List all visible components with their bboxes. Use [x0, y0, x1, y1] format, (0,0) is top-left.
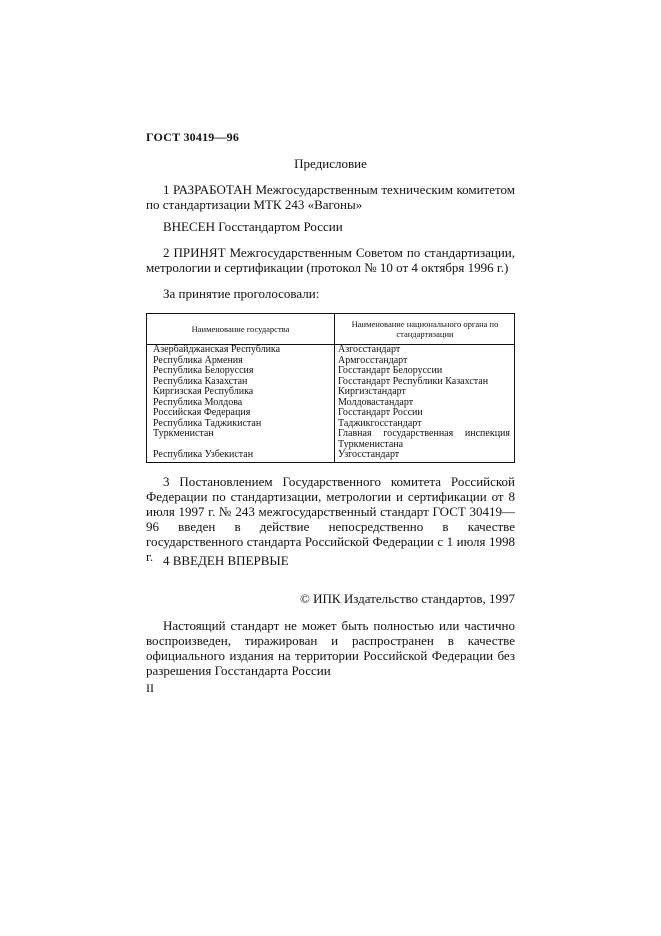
table-cell-body: Госстандарт России	[338, 407, 423, 418]
table-cell-state: Российская Федерация	[153, 407, 251, 418]
table-cell-state: Киргизская Республика	[153, 386, 254, 397]
table-cell-body: Госстандарт Республики Казахстан	[338, 375, 489, 387]
page-number: II	[146, 681, 154, 695]
table-cell-body: Молдовастандарт	[338, 396, 414, 408]
table-cell-state: Республика Армения	[153, 354, 243, 366]
table-cell-body: Госстандарт Белоруссии	[338, 365, 443, 376]
table-row	[147, 408, 514, 419]
table-cell-body: Киргизстандарт	[338, 386, 406, 397]
table-cell-state: Азербайджанская Республика	[153, 344, 281, 355]
table-cell-state: Республика Узбекистан	[153, 449, 254, 460]
table-cell-body: Азгосстандарт	[338, 344, 401, 355]
table-cell-state: Туркменистан	[153, 428, 214, 439]
reproduction-notice: Настоящий стандарт не может быть полностью или частично воспроизведен, тиражирован и распространен в качестве официального издания на территории Российской Федерации без разрешения Госстандарта России	[146, 618, 515, 678]
paragraph-adopted: 2 ПРИНЯТ Межгосударственным Советом по стандартизации, метрологии и сертификации (протокол № 10 от 4 октября 1996 г.)	[146, 245, 515, 275]
table-cell-state: Республика Молдова	[153, 396, 243, 408]
paragraph-voted: За принятие проголосовали:	[163, 286, 320, 301]
table-cell-body: Армгосстандарт	[338, 354, 408, 366]
table-row	[147, 387, 514, 398]
paragraph-developed: 1 РАЗРАБОТАН Межгосударственным техническим комитетом по стандартизации МТК 243 «Вагоны»	[146, 182, 515, 212]
paragraph-first-time: 4 ВВЕДЕН ВПЕРВЫЕ	[163, 553, 289, 568]
voting-table	[146, 313, 515, 463]
table-row	[147, 366, 514, 377]
section-title: Предисловие	[294, 156, 367, 171]
table-row	[147, 345, 514, 356]
copyright-line: © ИПК Издательство стандартов, 1997	[300, 591, 515, 606]
table-body	[147, 345, 514, 461]
table-row	[147, 429, 514, 450]
table-cell-body: Таджикгосстандарт	[338, 417, 422, 429]
table-cell-body: Главная государственная инспекция Туркменистана	[338, 428, 510, 450]
table-cell-state: Республика Казахстан	[153, 375, 248, 387]
table-cell-body: Узгосстандарт	[338, 449, 400, 460]
table-row	[147, 450, 514, 461]
table-cell-state: Республика Таджикистан	[153, 417, 262, 429]
table-header-body: Наименование национального органа по стандартизации	[351, 319, 499, 339]
paragraph-decree: 3 Постановлением Государственного комитета Российской Федерации по стандартизации, метрологии и сертификации от 8 июля 1997 г. № 243 межгосударственный стандарт ГОСТ 30419—96 введен в действие непосредственно в качестве государственного стандарта Российской Федерации с 1 июля 1998 г.	[146, 474, 515, 564]
document-id: ГОСТ 30419—96	[146, 130, 240, 144]
table-cell-state: Республика Белоруссия	[153, 365, 254, 376]
table-header-state: Наименование государства	[191, 324, 290, 334]
paragraph-introduced: ВНЕСЕН Госстандартом России	[163, 219, 343, 234]
